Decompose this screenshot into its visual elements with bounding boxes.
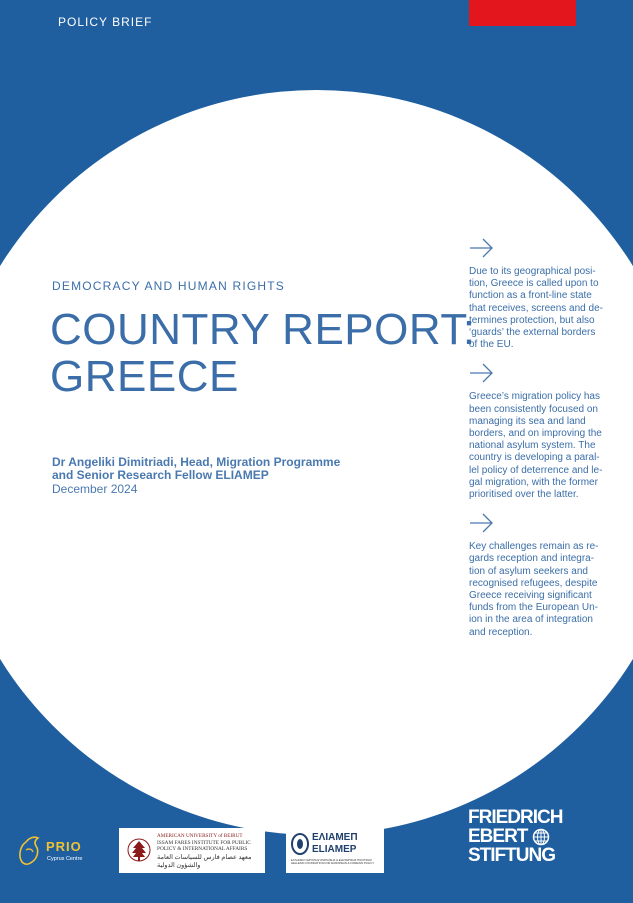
aub-line: ISSAM FARES INSTITUTE FOR PUBLIC <box>157 840 251 846</box>
key-point-text: Greece’s migration policy has been consistently focused on managing its sea and land borders, and on improving the national asylum system. The country is developing a paral- lel policy of deterrence and le- gal migration, with the former prioritised over the latter. <box>469 391 603 501</box>
cedar-icon <box>127 836 151 866</box>
title-line: GREECE <box>50 352 239 401</box>
partner-logos <box>0 800 633 900</box>
topic-label: DEMOCRACY AND HUMAN RIGHTS <box>52 279 285 293</box>
key-points <box>469 238 619 651</box>
fes-line: EBERT <box>468 826 528 847</box>
aub-line: POLICY & INTERNATIONAL AFFAIRS <box>157 846 248 852</box>
dove-icon <box>16 832 46 868</box>
fes-line: FRIEDRICH <box>468 807 563 828</box>
fes-logo <box>468 808 562 865</box>
key-point <box>469 363 619 501</box>
aub-line-arabic: والشؤون الدولية <box>157 862 201 869</box>
key-point-text: Key challenges remain as re- gards reception and integra- tion of asylum seekers and recognised refugees, despite Greece receiving significant funds from the European Un- ion in the area of integration and reception. <box>469 541 599 638</box>
arrow-right-icon <box>469 238 495 258</box>
eliamep-logo <box>286 828 384 873</box>
aub-name: AMERICAN UNIVERSITY of BEIRUT <box>157 833 243 839</box>
key-point-text: Due to its geographical posi- tion, Greece is called upon to function as a front-line state that receives, screens and de- termines protection, but also ‘guards’ the external borders of the EU. <box>469 266 603 351</box>
series-label: POLICY BRIEF <box>58 15 153 29</box>
globe-icon <box>532 828 550 846</box>
prio-subtitle: Cyprus Centre <box>47 856 83 862</box>
arrow-right-icon <box>469 513 495 533</box>
author-info <box>52 456 412 481</box>
eliamep-emblem-icon <box>290 832 310 856</box>
arrow-right-icon <box>469 363 495 383</box>
aub-logo <box>119 828 265 873</box>
author-line: Dr Angeliki Dimitriadi, Head, Migration Programme <box>52 455 341 469</box>
page-title <box>50 306 476 400</box>
eliamep-latin: ELIAMEP <box>312 844 357 855</box>
red-accent-tab <box>469 0 576 26</box>
aub-line-arabic: معهد عصام فارس للسياسات العامة <box>157 854 252 861</box>
eliamep-greek: ΕΛΙΑΜΕΠ <box>312 832 358 843</box>
key-point <box>469 513 619 639</box>
author-line: and Senior Research Fellow ELIAMEP <box>52 467 269 482</box>
eliamep-tagline: ΕΛΛΗΝΙΚΟ ΙΔΡΥΜΑ ΕΥΡΩΠΑΪΚΗΣ & ΕΞΩΤΕΡΙΚΗΣ ΠΟΛΙΤΙΚΗΣ HELLENIC FOUNDATION FOR EUROPEAN & FOREIGN POLICY <box>291 858 375 866</box>
title-line: COUNTRY REPORT: <box>50 305 476 354</box>
prio-name: PRIO <box>46 839 82 854</box>
fes-line: STIFTUNG <box>468 845 555 866</box>
key-point <box>469 238 619 351</box>
prio-logo <box>16 832 106 872</box>
publication-date: December 2024 <box>52 482 138 496</box>
